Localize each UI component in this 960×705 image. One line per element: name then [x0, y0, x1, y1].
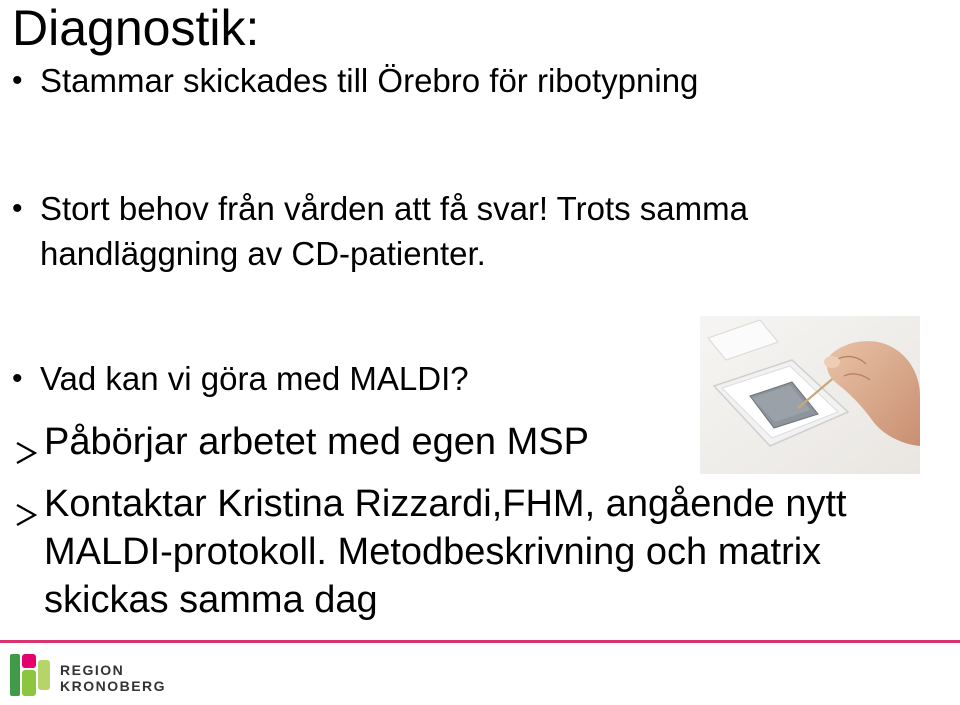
- logo-line-region: REGION: [60, 662, 125, 678]
- sub-bullet-text: Påbörjar arbetet med egen MSP: [44, 421, 589, 463]
- maldi-target-plate-photo: [700, 316, 920, 474]
- sub-bullet-text: Kontaktar Kristina Rizzardi,FHM, angående nytt MALDI-protokoll. Metodbeskrivning och matrix skickas samma dag: [44, 483, 847, 621]
- footer-divider: [0, 640, 960, 643]
- arrow-bullet-icon: [14, 418, 44, 477]
- region-kronoberg-logo: [8, 652, 52, 698]
- arrow-bullet-icon: [14, 480, 44, 624]
- bullet-text: Stort behov från vården att få svar! Trots samma handläggning av CD-patienter.: [40, 190, 748, 272]
- sub-bullet-item: [14, 418, 694, 477]
- bullet-item: [12, 58, 942, 103]
- logo-wordmark: [60, 662, 166, 694]
- bullet-dot-icon: •: [12, 192, 23, 225]
- slide-title: Diagnostik:: [12, 0, 260, 56]
- bullet-item: [12, 186, 832, 276]
- sub-bullet-item: [14, 480, 914, 624]
- bullet-text: Vad kan vi göra med MALDI?: [40, 360, 469, 397]
- bullet-dot-icon: •: [12, 362, 23, 395]
- bullet-text: Stammar skickades till Örebro för ribotypning: [40, 62, 699, 99]
- bullet-dot-icon: •: [12, 64, 23, 97]
- logo-line-kronoberg: KRONOBERG: [60, 678, 167, 694]
